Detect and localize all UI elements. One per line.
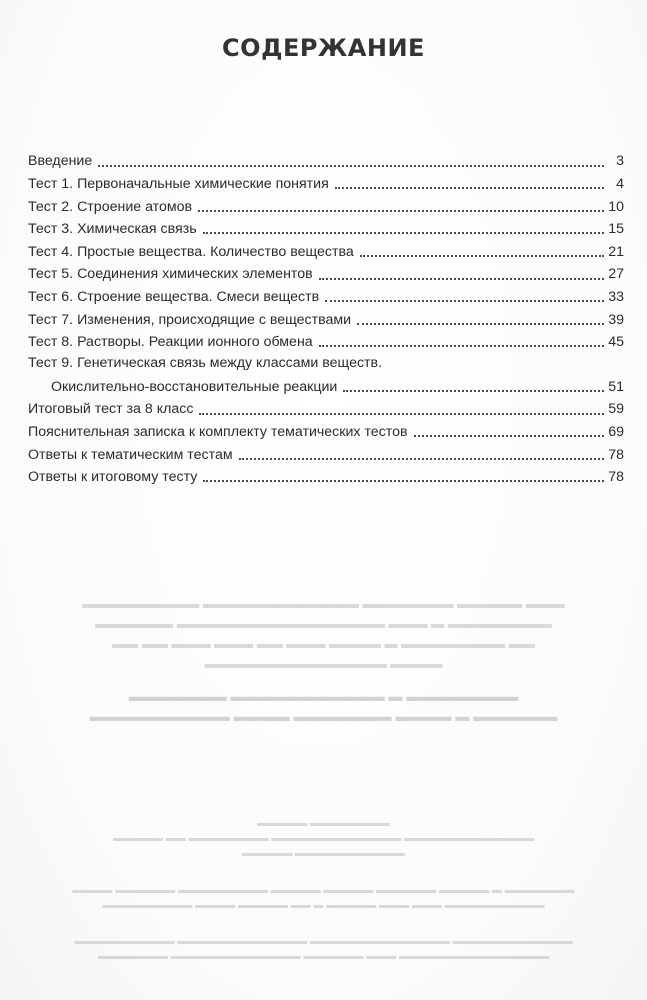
toc-entry-label: Введение bbox=[28, 153, 93, 170]
toc-page-number: 33 bbox=[608, 288, 624, 305]
toc-entry[interactable] bbox=[28, 419, 624, 442]
toc-page-number: 3 bbox=[616, 153, 624, 170]
toc-page-number: 51 bbox=[608, 378, 624, 395]
toc-entry[interactable] bbox=[28, 329, 624, 352]
toc-dot-leader bbox=[335, 186, 604, 189]
toc-entry[interactable] bbox=[28, 261, 624, 284]
toc-dot-leader bbox=[414, 434, 604, 437]
show-through-line: ▬▬▬▬▬▬▬▬▬▬▬▬▬ ▬▬▬▬▬▬▬▬▬▬▬▬▬ ▬▬▬▬▬▬▬▬ ▬▬ ▬▬▬▬▬ bbox=[112, 833, 535, 844]
toc-page-number: 10 bbox=[608, 198, 624, 215]
toc-dot-leader bbox=[357, 322, 604, 325]
toc-page-number: 4 bbox=[616, 175, 624, 192]
toc-entry-label: Ответы к итоговому тесту bbox=[28, 469, 198, 486]
toc-entry[interactable] bbox=[28, 171, 624, 194]
toc-entry-label: Тест 7. Изменения, происходящие с веществами bbox=[28, 311, 352, 328]
toc-dot-leader bbox=[198, 209, 604, 212]
toc-dot-leader bbox=[239, 457, 604, 460]
toc-page-number: 27 bbox=[608, 266, 624, 283]
toc-entry[interactable] bbox=[28, 441, 624, 464]
toc-entry-label: Тест 4. Простые вещества. Количество вещества bbox=[28, 243, 354, 260]
show-through-line: ▬▬▬▬▬▬▬▬ ▬▬▬▬▬ bbox=[257, 818, 390, 829]
toc-entry[interactable] bbox=[28, 238, 624, 261]
toc-entry[interactable] bbox=[28, 306, 624, 329]
show-through-line: ▬▬▬ ▬▬▬▬▬ ▬▬▬▬▬▬▬ ▬▬▬▬▬▬▬▬▬▬▬▬ ▬▬▬▬▬▬▬▬▬ bbox=[82, 596, 565, 611]
toc-dot-leader bbox=[319, 277, 604, 280]
toc-page-number: 39 bbox=[608, 311, 624, 328]
show-through-line: ▬▬▬▬▬▬ ▬ ▬▬▬▬ ▬▬▬▬▬▬▬ ▬▬▬▬ ▬▬▬▬▬▬▬▬▬▬ bbox=[89, 708, 558, 724]
toc-dot-leader bbox=[325, 299, 604, 302]
show-through-line: ▬▬▬▬▬▬▬▬ ▬ ▬▬▬▬▬▬▬▬▬▬▬ ▬▬▬▬▬▬▬ bbox=[128, 688, 519, 704]
toc-entry-label: Итоговый тест за 8 класс bbox=[28, 401, 194, 418]
toc-page-number: 78 bbox=[608, 446, 624, 463]
show-through-line: ▬▬▬▬ ▬▬▬▬▬▬▬▬▬▬▬▬▬▬ bbox=[204, 656, 443, 671]
toc-page-number: 78 bbox=[608, 469, 624, 486]
toc-entry[interactable] bbox=[28, 148, 624, 171]
toc-dot-leader bbox=[199, 412, 604, 415]
toc-entry-label: Тест 1. Первоначальные химические понятия bbox=[28, 175, 329, 192]
toc-page-number: 69 bbox=[608, 423, 624, 440]
show-through-line: ▬▬▬▬▬▬▬ ▬ ▬▬▬▬▬ ▬▬▬▬▬▬ ▬▬▬▬▬ ▬▬▬▬▬ ▬▬▬▬▬▬▬▬▬ ▬▬▬▬▬▬ ▬▬▬▬ bbox=[72, 885, 575, 896]
toc-entry-label: Тест 5. Соединения химических элементов bbox=[28, 266, 313, 283]
show-through-line: ▬▬▬▬▬▬▬▬▬▬▬▬ ▬▬▬▬▬▬▬▬▬▬▬▬▬▬ ▬▬▬▬▬▬▬▬▬▬▬▬▬ ▬▬▬▬▬▬▬▬▬▬ bbox=[74, 936, 573, 947]
toc-dot-leader bbox=[343, 389, 604, 392]
toc-page-number: 21 bbox=[608, 243, 624, 260]
page-title: СОДЕРЖАНИЕ bbox=[222, 34, 425, 62]
show-through-line: ▬▬ ▬▬▬▬▬▬▬▬ ▬ ▬▬▬▬ ▬▬▬ ▬▬ ▬▬▬ ▬▬▬ ▬▬ ▬▬ bbox=[112, 636, 535, 651]
show-through-line: ▬▬▬▬▬▬▬▬▬▬▬ ▬▬▬▬▬ bbox=[242, 848, 405, 859]
toc-page-number: 59 bbox=[608, 401, 624, 418]
toc-dot-leader bbox=[98, 164, 604, 167]
show-through-line: ▬▬▬▬▬▬▬▬▬▬▬▬▬▬▬ ▬▬▬ ▬▬▬▬▬▬ ▬▬▬▬▬▬▬▬▬▬▬▬▬ ▬▬▬▬▬▬▬ bbox=[97, 951, 550, 962]
toc-entry-label: Тест 3. Химическая связь bbox=[28, 221, 197, 238]
toc-entry-label: Тест 2. Строение атомов bbox=[28, 198, 193, 215]
toc-page-number: 15 bbox=[608, 221, 624, 238]
toc-entry-label: Пояснительная записка к комплекту тематических тестов bbox=[28, 423, 408, 440]
toc-entry[interactable] bbox=[28, 351, 624, 396]
toc-entry[interactable] bbox=[28, 193, 624, 216]
toc-entry[interactable] bbox=[28, 216, 624, 239]
toc-entry-label: Тест 9. Генетическая связь между классами веществ. bbox=[28, 355, 383, 372]
toc-entry[interactable] bbox=[28, 464, 624, 487]
show-through-line: ▬▬▬▬▬▬▬▬▬▬ ▬▬▬ ▬▬▬ ▬▬▬▬▬ ▬ ▬▬ ▬▬▬▬▬ ▬▬▬▬ ▬▬▬▬▬▬▬▬▬ bbox=[102, 900, 545, 911]
toc-dot-leader bbox=[203, 231, 604, 234]
toc-entry-label: Ответы к тематическим тестам bbox=[28, 446, 233, 463]
toc-entry[interactable] bbox=[28, 396, 624, 419]
toc-entry[interactable] bbox=[28, 284, 624, 307]
show-through-line: ▬▬▬▬▬▬▬▬ ▬ ▬▬▬ ▬▬▬▬▬▬▬▬▬▬▬▬▬▬▬▬ ▬▬▬▬▬▬ bbox=[95, 616, 552, 631]
toc-entry-label: Тест 6. Строение вещества. Смеси веществ bbox=[28, 288, 320, 305]
toc-dot-leader bbox=[203, 479, 604, 482]
toc-dot-leader bbox=[319, 344, 604, 347]
toc-dot-leader bbox=[360, 254, 604, 257]
toc-page-number: 45 bbox=[608, 334, 624, 351]
toc-entry-label: Тест 8. Растворы. Реакции ионного обмена bbox=[28, 334, 313, 351]
toc-entry-label-continued: Окислительно-восстановительные реакции bbox=[51, 378, 338, 395]
table-of-contents bbox=[28, 148, 624, 486]
